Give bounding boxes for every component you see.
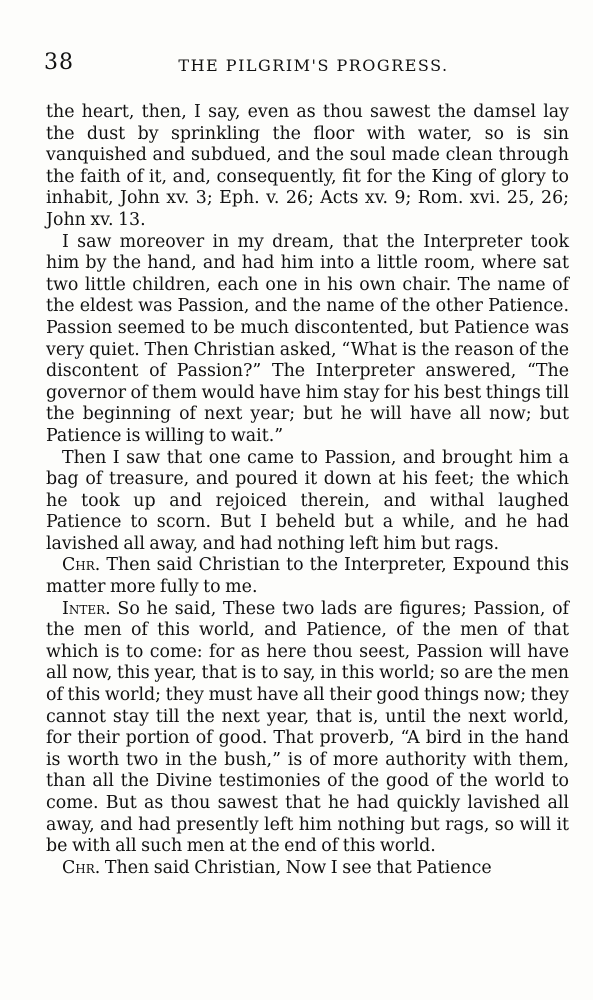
page-body — [46, 102, 569, 879]
running-title: THE PILGRIM'S PROGRESS. — [178, 56, 449, 75]
paragraph-text: I saw moreover in my dream, that the Interpreter took him by the hand, and had him into a little room, where sat two little children, each one in his own chair. The name of the eldest was Passion, and the name of the other Patience. Passion seemed to be much discontented, but Patience was very quiet. Then Christian asked, “What is the reason of the discontent of Passion?” The Interpreter answered, “The governor of them would have him stay for his best things till the beginning of next year; but he will have all now; but Patience is willing to wait.” — [46, 231, 569, 446]
paragraph — [46, 448, 569, 556]
paragraph-text: So he said, These two lads are figures; Passion, of the men of this world, and Patience, of the men of that which is to come: for as here thou seest, Passion will have all now, this year, that is to say, in this world; so are the men of this world; they must have all their good things now; they cannot stay till the next year, that is, until the next world, for their portion of good. That proverb, “A bird in the hand is worth two in the bush,” is of more authority with them, than all the Divine testimonies of the good of the world to come. But as thou sawest that he had quickly lavished all away, and had presently left him nothing but rags, so will it be with all such men at the end of this world. — [46, 598, 569, 857]
paragraph — [46, 232, 569, 448]
dialogue-paragraph — [46, 599, 569, 858]
speaker-label: Inter. — [62, 598, 111, 619]
paragraph — [46, 102, 569, 232]
paragraph-text: Then I saw that one came to Passion, and brought him a bag of treasure, and poured it down at his feet; the which he took up and rejoiced therein, and withal laughed Patience to scorn. But I beheld but a while, and he had lavished all away, and had nothing left him but rags. — [46, 447, 569, 554]
page-number: 38 — [44, 50, 74, 75]
speaker-label: Chr. — [62, 857, 101, 878]
page-header — [0, 46, 593, 82]
dialogue-paragraph — [46, 555, 569, 598]
paragraph-text: the heart, then, I say, even as thou sawest the damsel lay the dust by sprinkling the floor with water, so is sin vanquished and subdued, and the soul made clean through the faith of it, and, consequently, fit for the King of glory to inhabit, John xv. 3; Eph. v. 26; Acts xv. 9; Rom. xvi. 25, 26; John xv. 13. — [46, 102, 569, 230]
speaker-label: Chr. — [62, 555, 101, 576]
paragraph-text: Then said Christian to the Interpreter, Expound this matter more fully to me. — [46, 555, 569, 598]
paragraph-text: Then said Christian, Now I see that Patience — [104, 857, 492, 878]
dialogue-paragraph — [46, 858, 569, 880]
